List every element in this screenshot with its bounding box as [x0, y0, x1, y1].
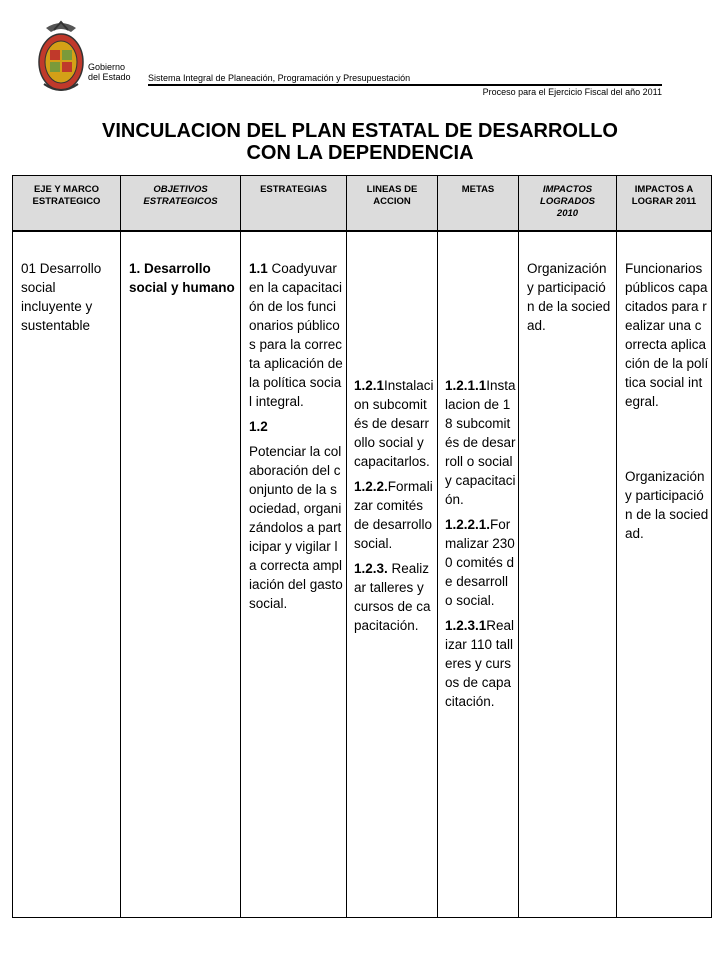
page-title: VINCULACION DEL PLAN ESTATAL DE DESARROLLO CON LA DEPENDENCIA	[102, 120, 618, 164]
system-name: Sistema Integral de Planeación, Programación y Presupuestación	[148, 73, 411, 83]
header-metas: METAS	[438, 176, 519, 230]
cell-metas: 1.2.1.1Instalacion de 18 subcomités de desarroll o social y capacitación. 1.2.2.1.Formalizar 2300 comités de desarroll o social. 1.2.3.1Realizar 110 talleres y cursos de capacitación.	[445, 378, 516, 709]
cell-estrategias: 1.1 Coadyuvar en la capacitación de los funcionarios públicos para la correcta aplicación de la política social integral. 1.2 Potenciar la colaboración del conjunto de la sociedad, organizándolos a participar y vigilar la correcta ampliación del gasto social.	[249, 261, 343, 611]
government-label: Gobierno del Estado	[88, 62, 131, 82]
process-label: Proceso para el Ejercicio Fiscal del año 2011	[482, 87, 662, 97]
cell-eje: 01 Desarrollo social incluyente y sustentable	[21, 261, 102, 333]
header-impactos-logrados: IMPACTOS LOGRADOS 2010	[519, 176, 617, 230]
state-seal-logo	[36, 18, 86, 96]
table-header-row	[13, 176, 711, 232]
cell-impactos-logrados: Organización y participación de la sociedad.	[527, 261, 611, 333]
header-estrategias: ESTRATEGIAS	[241, 176, 347, 230]
header-impactos-lograr: IMPACTOS A LOGRAR 2011	[631, 184, 697, 207]
header-rule	[148, 84, 662, 86]
cell-impactos-lograr: Funcionarios públicos capacitados para realizar una correcta aplicación de la política social integral. Organización y participación de la sociedad.	[625, 261, 709, 541]
cell-lineas: 1.2.1Instalacion subcomités de desarrollo social y capacitarlos. 1.2.2.Formalizar comités de desarrollo social. 1.2.3. Realizar talleres y cursos de capacitación.	[354, 378, 434, 633]
header-lineas: LINEAS DE ACCION	[347, 176, 438, 230]
header-objetivos: OBJETIVOS ESTRATEGICOS	[121, 176, 241, 230]
cell-objetivo: 1. Desarrollo social y humano	[129, 261, 235, 295]
vinculacion-table	[12, 175, 712, 918]
header-eje: EJE Y MARCO ESTRATEGICO	[13, 176, 121, 230]
